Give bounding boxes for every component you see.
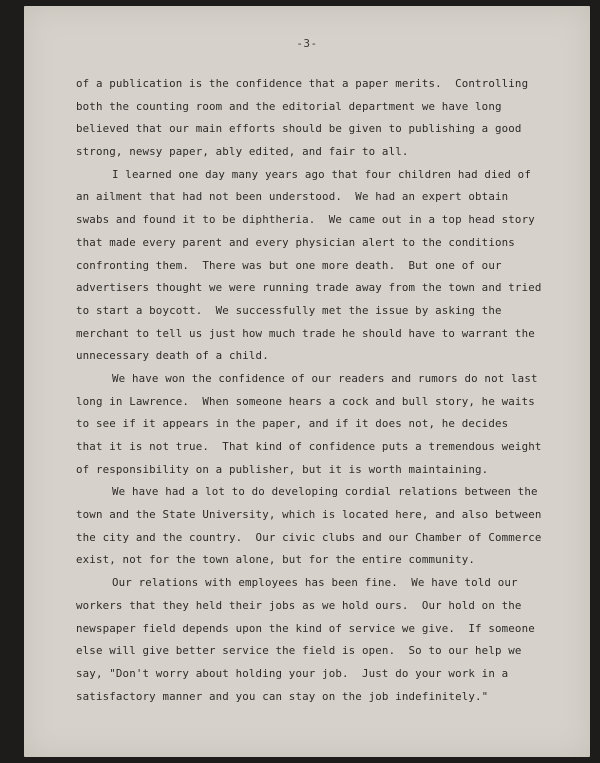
text-line: strong, newsy paper, ably edited, and fair to all. — [76, 145, 409, 159]
text-line: swabs and found it to be diphtheria. We came out in a top head story — [76, 213, 535, 227]
text-line: workers that they held their jobs as we hold ours. Our hold on the — [76, 598, 522, 612]
text-line: exist, not for the town alone, but for the entire community. — [76, 553, 476, 567]
text-line: believed that our main efforts should be given to publishing a good — [76, 122, 522, 136]
text-line: both the counting room and the editorial department we have long — [76, 99, 502, 113]
text-line: that it is not true. That kind of confidence puts a tremendous weight — [76, 440, 542, 453]
text-line: We have had a lot to do developing cordial relations between the — [112, 485, 538, 499]
text-line: We have won the confidence of our readers and rumors do not last — [112, 371, 538, 385]
text-line: to see if it appears in the paper, and if it does not, he decides — [76, 417, 509, 431]
text-line: merchant to tell us just how much trade he should have to warrant the — [76, 326, 535, 340]
paragraph — [76, 73, 556, 164]
text-line: confronting them. There was but one more death. But one of our — [76, 258, 502, 272]
text-line: long in Lawrence. When someone hears a cock and bull story, he waits — [76, 394, 535, 408]
text-line: advertisers thought we were running trade away from the town and tried — [76, 281, 542, 295]
page-number: -3- — [296, 37, 318, 50]
text-line: say, "Don't worry about holding your job. Just do your work in a — [76, 666, 509, 680]
text-line: the city and the country. Our civic clubs and our Chamber of Commerce — [76, 530, 542, 544]
text-line: I learned one day many years ago that four children had died of — [112, 167, 531, 181]
text-line: town and the State University, which is located here, and also between — [76, 508, 542, 522]
text-line: that made every parent and every physician alert to the conditions — [76, 235, 515, 249]
text-line: else will give better service the field is open. So to our help we — [76, 644, 522, 658]
paragraph — [76, 481, 556, 572]
text-line: to start a boycott. We successfully met the issue by asking the — [76, 303, 502, 317]
text-line: of responsibility on a publisher, but it is worth maintaining. — [76, 462, 489, 476]
paragraph — [76, 572, 556, 708]
text-line: an ailment that had not been understood. We had an expert obtain — [76, 190, 509, 204]
body-text — [76, 73, 556, 708]
text-line: satisfactory manner and you can stay on the job indefinitely." — [76, 689, 489, 703]
text-line: Our relations with employees has been fine. We have told our — [112, 576, 518, 590]
text-line: newspaper field depends upon the kind of service we give. If someone — [76, 621, 535, 635]
text-line: unnecessary death of a child. — [76, 349, 269, 363]
paragraph — [76, 368, 556, 481]
typewritten-page — [24, 6, 590, 757]
text-line: of a publication is the confidence that a paper merits. Controlling — [76, 77, 529, 90]
paragraph — [76, 164, 556, 368]
